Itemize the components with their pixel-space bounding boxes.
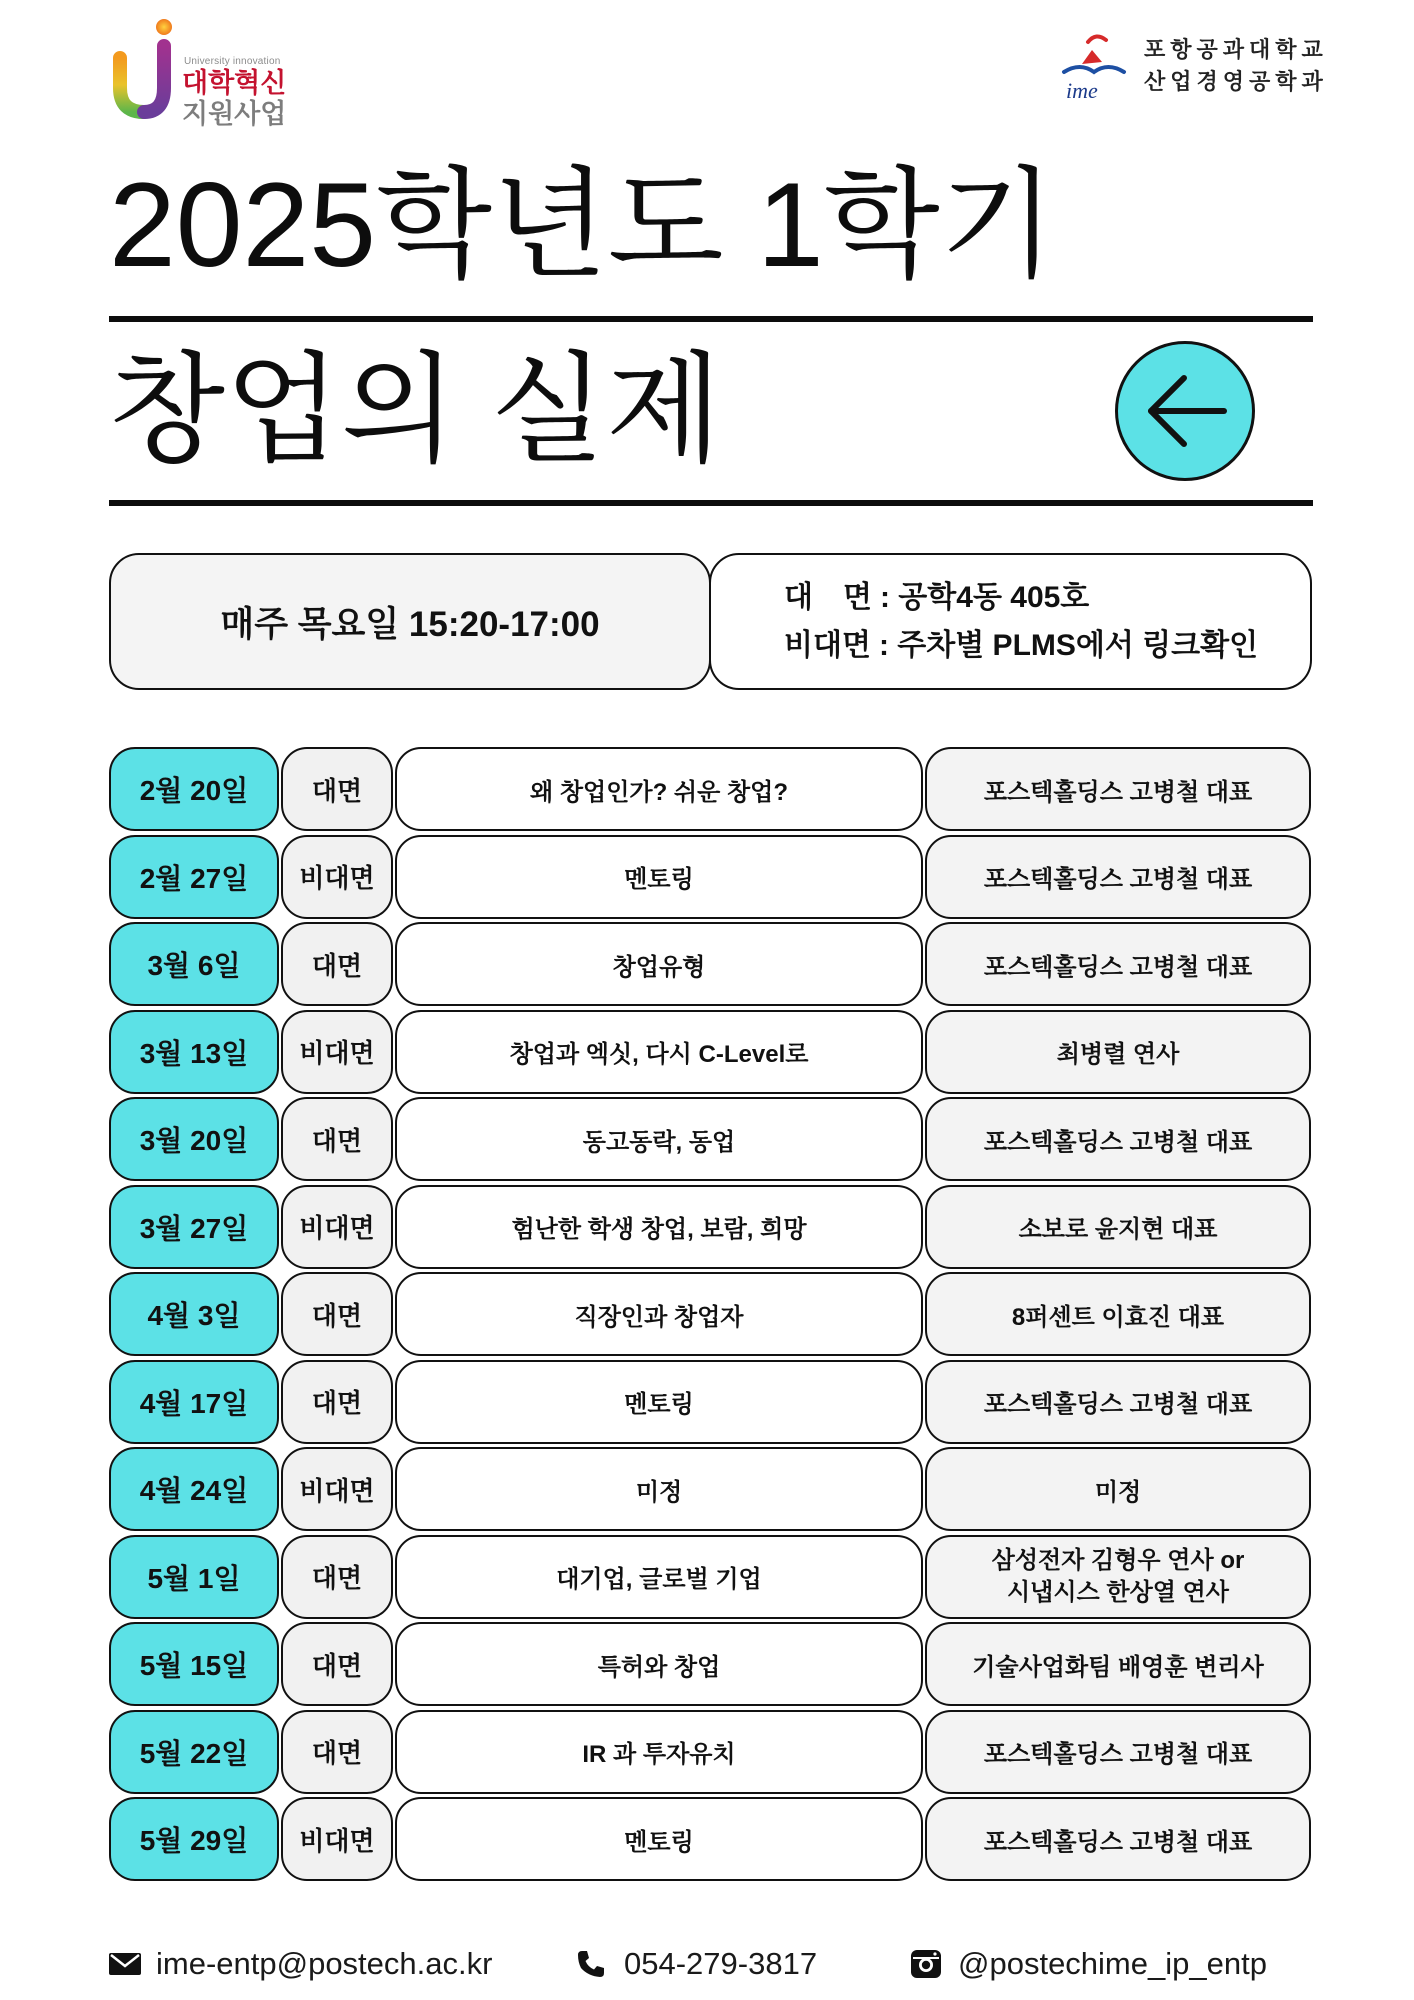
- session-topic: 미정: [395, 1447, 923, 1531]
- schedule-row: [109, 1360, 1311, 1444]
- schedule-row: [109, 1797, 1311, 1881]
- speaker-line: 시냅시스 한상열 연사: [1007, 1578, 1229, 1606]
- ime-mark-icon: [1058, 32, 1138, 108]
- university-name: 포항공과대학교: [1144, 37, 1328, 62]
- session-speaker: 포스텍홀딩스 고병철 대표: [925, 1360, 1311, 1444]
- instagram-icon: [910, 1949, 942, 1979]
- instagram-text: @postechime_ip_entp: [958, 1946, 1267, 1981]
- online-label: 비대면: [784, 628, 871, 662]
- session-speaker: 미정: [925, 1447, 1311, 1531]
- session-topic: 특허와 창업: [395, 1622, 923, 1706]
- session-speaker: 소보로 윤지현 대표: [925, 1185, 1311, 1269]
- online-location: [784, 627, 1310, 665]
- schedule-row: [109, 1010, 1311, 1094]
- session-mode: 비대면: [281, 1447, 393, 1531]
- session-mode: 대면: [281, 1535, 393, 1619]
- schedule-row: [109, 1185, 1311, 1269]
- course-title: 창업의 실제: [109, 343, 722, 477]
- session-speaker: [925, 1535, 1311, 1619]
- class-time: 매주 목요일 15:20-17:00: [220, 604, 600, 644]
- session-date: 4월 24일: [109, 1447, 279, 1531]
- session-topic: 멘토링: [395, 1360, 923, 1444]
- schedule-row: [109, 1535, 1311, 1619]
- class-location-box: [709, 553, 1312, 690]
- session-speaker: 포스텍홀딩스 고병철 대표: [925, 1797, 1311, 1881]
- phone-text: 054-279-3817: [624, 1946, 818, 1981]
- schedule-row: [109, 1272, 1311, 1356]
- email-text: ime-entp@postech.ac.kr: [156, 1946, 493, 1981]
- session-topic: IR 과 투자유치: [395, 1710, 923, 1794]
- session-mode: 비대면: [281, 1185, 393, 1269]
- schedule-row: [109, 1447, 1311, 1531]
- session-topic: 직장인과 창업자: [395, 1272, 923, 1356]
- session-date: 5월 1일: [109, 1535, 279, 1619]
- session-date: 3월 6일: [109, 922, 279, 1006]
- offline-label: 대 면: [784, 580, 872, 614]
- session-date: 2월 27일: [109, 835, 279, 919]
- u-mark-icon: [106, 18, 176, 120]
- phone-icon: [576, 1949, 606, 1979]
- session-speaker: 최병렬 연사: [925, 1010, 1311, 1094]
- session-mode: 대면: [281, 1710, 393, 1794]
- session-mode: 비대면: [281, 835, 393, 919]
- session-speaker: 포스텍홀딩스 고병철 대표: [925, 835, 1311, 919]
- session-date: 3월 27일: [109, 1185, 279, 1269]
- department-name: 산업경영공학과: [1144, 69, 1328, 94]
- session-date: 3월 20일: [109, 1097, 279, 1181]
- session-date: 2월 20일: [109, 747, 279, 831]
- session-speaker: 포스텍홀딩스 고병철 대표: [925, 1097, 1311, 1181]
- schedule-table: [109, 747, 1311, 1881]
- session-topic: 멘토링: [395, 1797, 923, 1881]
- page-title: 2025학년도 1학기: [109, 158, 1056, 292]
- logo-line-2: 지원사업: [182, 99, 287, 129]
- session-mode: 비대면: [281, 1797, 393, 1881]
- logo-tagline: University innovation: [184, 56, 281, 67]
- session-date: 5월 15일: [109, 1622, 279, 1706]
- session-topic: 대기업, 글로벌 기업: [395, 1535, 923, 1619]
- offline-value: : 공학4동 405호: [879, 580, 1090, 614]
- back-button[interactable]: [1115, 341, 1255, 481]
- session-mode: 대면: [281, 922, 393, 1006]
- schedule-row: [109, 1622, 1311, 1706]
- session-speaker: 포스텍홀딩스 고병철 대표: [925, 922, 1311, 1006]
- session-mode: 대면: [281, 1360, 393, 1444]
- session-date: 4월 17일: [109, 1360, 279, 1444]
- session-date: 5월 29일: [109, 1797, 279, 1881]
- session-topic: 왜 창업인가? 쉬운 창업?: [395, 747, 923, 831]
- class-time-box: [109, 553, 711, 690]
- session-mode: 대면: [281, 747, 393, 831]
- online-value: : 주차별 PLMS에서 링크확인: [878, 628, 1259, 662]
- session-date: 3월 13일: [109, 1010, 279, 1094]
- offline-location: [784, 579, 1310, 617]
- schedule-row: [109, 922, 1311, 1006]
- session-mode: 대면: [281, 1622, 393, 1706]
- department-logo: [1058, 32, 1348, 108]
- session-speaker: 기술사업화팀 배영훈 변리사: [925, 1622, 1311, 1706]
- session-speaker: 포스텍홀딩스 고병철 대표: [925, 747, 1311, 831]
- ime-mark-text: ime: [1066, 78, 1098, 103]
- schedule-row: [109, 747, 1311, 831]
- arrow-left-icon: [1118, 344, 1252, 478]
- session-date: 4월 3일: [109, 1272, 279, 1356]
- schedule-row: [109, 1710, 1311, 1794]
- session-mode: 비대면: [281, 1010, 393, 1094]
- speaker-line: 삼성전자 김형우 연사 or: [991, 1546, 1245, 1574]
- session-mode: 대면: [281, 1097, 393, 1181]
- logo-line-1: 대학혁신: [182, 68, 287, 98]
- schedule-row: [109, 1097, 1311, 1181]
- session-speaker: 8퍼센트 이효진 대표: [925, 1272, 1311, 1356]
- schedule-row: [109, 835, 1311, 919]
- session-topic: 멘토링: [395, 835, 923, 919]
- session-topic: 창업과 엑싯, 다시 C-Level로: [395, 1010, 923, 1094]
- session-topic: 동고동락, 동업: [395, 1097, 923, 1181]
- divider-top: [109, 316, 1313, 322]
- session-topic: 창업유형: [395, 922, 923, 1006]
- session-topic: 험난한 학생 창업, 보람, 희망: [395, 1185, 923, 1269]
- university-innovation-logo: [106, 18, 306, 129]
- session-speaker: 포스텍홀딩스 고병철 대표: [925, 1710, 1311, 1794]
- divider-bottom: [109, 500, 1313, 506]
- session-mode: 대면: [281, 1272, 393, 1356]
- session-date: 5월 22일: [109, 1710, 279, 1794]
- mail-icon: [109, 1953, 141, 1975]
